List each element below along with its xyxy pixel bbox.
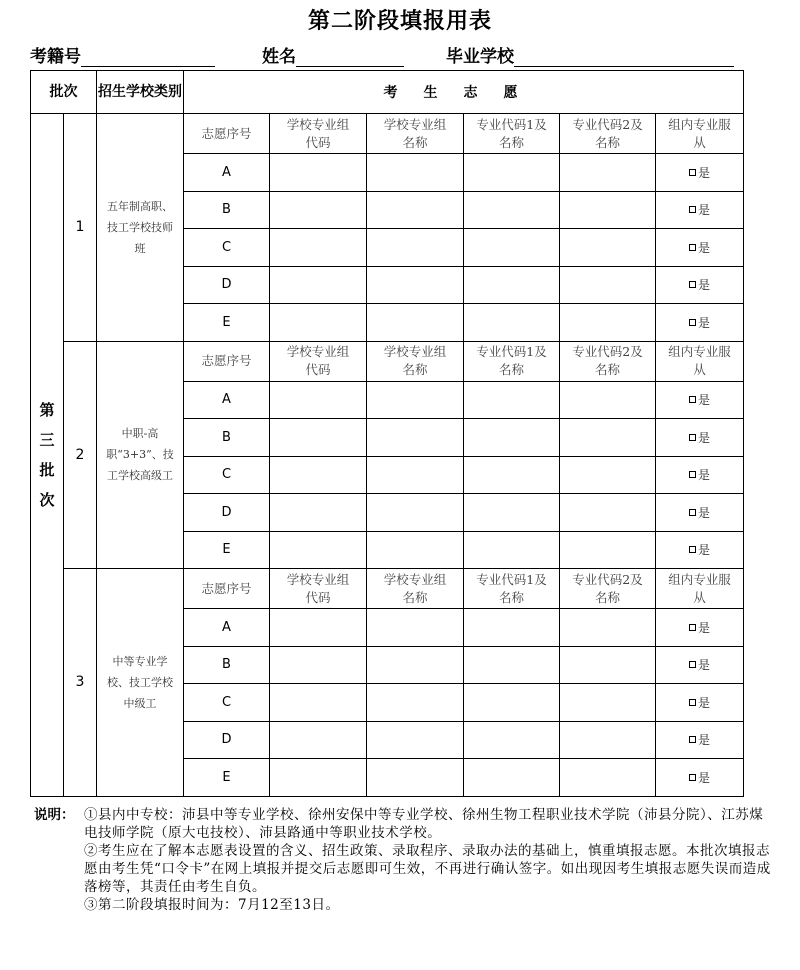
major1-cell[interactable] [464, 531, 560, 569]
group-code-cell[interactable] [270, 721, 367, 759]
group-number: 1 [64, 114, 97, 342]
group-code-cell[interactable] [270, 191, 367, 229]
note-item-2: ②考生应在了解本志愿表设置的含义、招生政策、录取程序、录取办法的基础上，慎重填报志愿。本批次填报志愿由考生凭“口令卡”在网上填报并提交后志愿即可生效，不再进行确认签字。如出现因考生填报志愿失误而造成落榜等，其责任由考生自负。 [84, 843, 771, 895]
name-blank[interactable] [296, 46, 404, 67]
exam-no-label: 考籍号 [30, 47, 81, 67]
group-code-cell[interactable] [270, 494, 367, 532]
major1-cell[interactable] [464, 419, 560, 457]
name-field[interactable] [262, 42, 404, 68]
option-label: D [184, 721, 270, 759]
exam-no-field[interactable] [30, 42, 215, 68]
major1-cell[interactable] [464, 304, 560, 342]
option-label: E [184, 759, 270, 797]
accept-label: 是 [697, 695, 710, 710]
checkbox-icon[interactable] [689, 206, 696, 213]
accept-cell[interactable] [656, 419, 744, 457]
subheader-major1: 专业代码1及名称 [464, 569, 560, 609]
option-label: B [184, 646, 270, 684]
accept-cell[interactable] [656, 646, 744, 684]
major2-cell[interactable] [560, 304, 656, 342]
accept-cell[interactable] [656, 381, 744, 419]
major1-cell[interactable] [464, 191, 560, 229]
subheader-group-code: 学校专业组代码 [270, 569, 367, 609]
major1-cell[interactable] [464, 646, 560, 684]
subheader-group-name: 学校专业组名称 [367, 569, 464, 609]
major2-cell[interactable] [560, 646, 656, 684]
table-header-row [31, 71, 744, 114]
accept-cell[interactable] [656, 229, 744, 267]
accept-label: 是 [697, 240, 710, 255]
checkbox-icon[interactable] [689, 281, 696, 288]
group-name-cell[interactable] [367, 154, 464, 192]
group-code-cell[interactable] [270, 609, 367, 647]
major2-cell[interactable] [560, 419, 656, 457]
group-name-cell[interactable] [367, 266, 464, 304]
option-label: B [184, 191, 270, 229]
subheader-accept: 组内专业服从 [656, 114, 744, 154]
group-code-cell[interactable] [270, 154, 367, 192]
accept-cell[interactable] [656, 154, 744, 192]
accept-cell[interactable] [656, 759, 744, 797]
checkbox-icon[interactable] [689, 244, 696, 251]
major2-cell[interactable] [560, 684, 656, 722]
group-code-cell[interactable] [270, 759, 367, 797]
group-name-cell[interactable] [367, 721, 464, 759]
checkbox-icon[interactable] [689, 774, 696, 781]
major1-cell[interactable] [464, 759, 560, 797]
major2-cell[interactable] [560, 191, 656, 229]
group-number: 2 [64, 341, 97, 569]
option-label: C [184, 684, 270, 722]
accept-label: 是 [697, 315, 710, 330]
group-code-cell[interactable] [270, 381, 367, 419]
major2-cell[interactable] [560, 609, 656, 647]
subheader-major1: 专业代码1及名称 [464, 114, 560, 154]
accept-label: 是 [697, 543, 710, 558]
batch-name: 第三批次 [39, 400, 55, 509]
header-wish: 考生志愿 [184, 71, 744, 114]
checkbox-icon[interactable] [689, 699, 696, 706]
accept-label: 是 [697, 658, 710, 673]
option-label: D [184, 266, 270, 304]
checkbox-icon[interactable] [689, 509, 696, 516]
major2-cell[interactable] [560, 531, 656, 569]
group-name-cell[interactable] [367, 494, 464, 532]
major2-cell[interactable] [560, 381, 656, 419]
accept-label: 是 [697, 733, 710, 748]
accept-cell[interactable] [656, 609, 744, 647]
name-label: 姓名 [262, 47, 296, 67]
group-code-cell[interactable] [270, 531, 367, 569]
group-code-cell[interactable] [270, 456, 367, 494]
group-category: 中职-高职“3+3”、技工学校高级工 [97, 341, 184, 569]
accept-cell[interactable] [656, 684, 744, 722]
subheader-major1: 专业代码1及名称 [464, 341, 560, 381]
checkbox-icon[interactable] [689, 661, 696, 668]
group-name-cell[interactable] [367, 609, 464, 647]
school-field[interactable] [446, 42, 734, 68]
group-code-cell[interactable] [270, 304, 367, 342]
major1-cell[interactable] [464, 609, 560, 647]
batch-name-cell [31, 114, 64, 797]
subheader-group-code: 学校专业组代码 [270, 114, 367, 154]
group-name-cell[interactable] [367, 381, 464, 419]
option-label: C [184, 229, 270, 267]
accept-label: 是 [697, 165, 710, 180]
accept-cell[interactable] [656, 456, 744, 494]
major2-cell[interactable] [560, 721, 656, 759]
major1-cell[interactable] [464, 154, 560, 192]
major2-cell[interactable] [560, 456, 656, 494]
group-code-cell[interactable] [270, 266, 367, 304]
header-category: 招生学校类别 [97, 71, 184, 114]
note-item-3: ③第二阶段填报时间为：7月12至13日。 [84, 897, 340, 913]
accept-cell[interactable] [656, 304, 744, 342]
accept-label: 是 [697, 393, 710, 408]
checkbox-icon[interactable] [689, 624, 696, 631]
group-name-cell[interactable] [367, 419, 464, 457]
accept-label: 是 [697, 203, 710, 218]
subheader-order: 志愿序号 [184, 569, 270, 609]
subheader-accept: 组内专业服从 [656, 569, 744, 609]
subheader-row [31, 341, 744, 381]
subheader-accept: 组内专业服从 [656, 341, 744, 381]
option-label: B [184, 419, 270, 457]
header-batch: 批次 [31, 71, 97, 114]
school-label: 毕业学校 [446, 47, 514, 67]
group-code-cell[interactable] [270, 229, 367, 267]
accept-cell[interactable] [656, 494, 744, 532]
major2-cell[interactable] [560, 759, 656, 797]
major2-cell[interactable] [560, 494, 656, 532]
group-code-cell[interactable] [270, 419, 367, 457]
accept-label: 是 [697, 468, 710, 483]
major2-cell[interactable] [560, 266, 656, 304]
option-label: E [184, 531, 270, 569]
subheader-order: 志愿序号 [184, 114, 270, 154]
checkbox-icon[interactable] [689, 434, 696, 441]
group-number: 3 [64, 569, 97, 797]
option-label: E [184, 304, 270, 342]
major1-cell[interactable] [464, 684, 560, 722]
checkbox-icon[interactable] [689, 471, 696, 478]
subheader-row [31, 114, 744, 154]
option-label: A [184, 609, 270, 647]
group-name-cell[interactable] [367, 456, 464, 494]
group-category: 五年制高职、技工学校技师班 [97, 114, 184, 342]
accept-label: 是 [697, 620, 710, 635]
subheader-group-code: 学校专业组代码 [270, 341, 367, 381]
major2-cell[interactable] [560, 229, 656, 267]
subheader-major2: 专业代码2及名称 [560, 341, 656, 381]
option-label: A [184, 154, 270, 192]
subheader-group-name: 学校专业组名称 [367, 341, 464, 381]
checkbox-icon[interactable] [689, 169, 696, 176]
group-name-cell[interactable] [367, 646, 464, 684]
subheader-major2: 专业代码2及名称 [560, 569, 656, 609]
major2-cell[interactable] [560, 154, 656, 192]
accept-label: 是 [697, 770, 710, 785]
accept-cell[interactable] [656, 191, 744, 229]
group-category: 中等专业学校、技工学校中级工 [97, 569, 184, 797]
note-item-1: ①县内中专校：沛县中等专业学校、徐州安保中等专业学校、徐州生物工程职业技术学院（沛县分院）、江苏煤电技师学院（原大屯技校）、沛县路通中等职业技术学校。 [84, 807, 764, 841]
checkbox-icon[interactable] [689, 396, 696, 403]
accept-cell[interactable] [656, 531, 744, 569]
group-name-cell[interactable] [367, 531, 464, 569]
checkbox-icon[interactable] [689, 736, 696, 743]
accept-cell[interactable] [656, 721, 744, 759]
major1-cell[interactable] [464, 266, 560, 304]
option-label: C [184, 456, 270, 494]
subheader-order: 志愿序号 [184, 341, 270, 381]
subheader-row [31, 569, 744, 609]
major1-cell[interactable] [464, 381, 560, 419]
exam-no-blank[interactable] [81, 46, 215, 67]
option-label: A [184, 381, 270, 419]
group-name-cell[interactable] [367, 759, 464, 797]
group-code-cell[interactable] [270, 684, 367, 722]
major1-cell[interactable] [464, 721, 560, 759]
notes-section [34, 806, 774, 914]
wish-form-table [30, 70, 744, 797]
group-code-cell[interactable] [270, 646, 367, 684]
subheader-major2: 专业代码2及名称 [560, 114, 656, 154]
group-name-cell[interactable] [367, 304, 464, 342]
major1-cell[interactable] [464, 494, 560, 532]
option-label: D [184, 494, 270, 532]
major1-cell[interactable] [464, 229, 560, 267]
checkbox-icon[interactable] [689, 319, 696, 326]
major1-cell[interactable] [464, 456, 560, 494]
page-title: 第二阶段填报用表 [307, 9, 492, 34]
accept-label: 是 [697, 505, 710, 520]
group-name-cell[interactable] [367, 229, 464, 267]
group-name-cell[interactable] [367, 684, 464, 722]
group-name-cell[interactable] [367, 191, 464, 229]
accept-label: 是 [697, 430, 710, 445]
accept-label: 是 [697, 278, 710, 293]
accept-cell[interactable] [656, 266, 744, 304]
school-blank[interactable] [514, 46, 734, 67]
subheader-group-name: 学校专业组名称 [367, 114, 464, 154]
checkbox-icon[interactable] [689, 546, 696, 553]
notes-label: 说明： [34, 807, 75, 823]
